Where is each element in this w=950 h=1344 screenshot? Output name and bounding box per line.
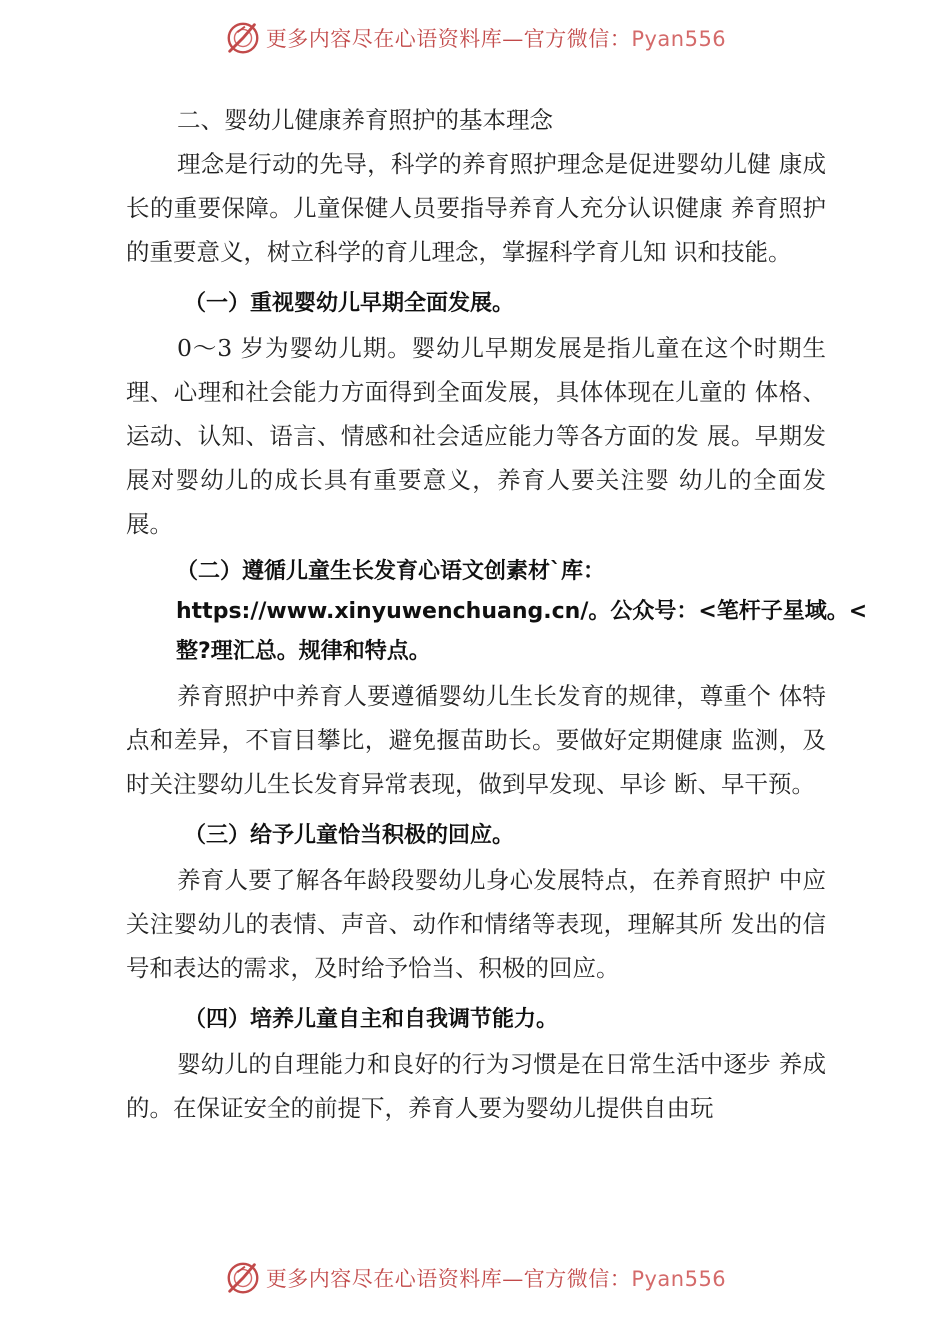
paragraph-2: 养育照护中养育人要遵循婴幼儿生长发育的规律，尊重个 体特点和差异，不盲目攀比，避免揠苗助长。要做好定期健康 监测，及时关注婴幼儿生长发育异常表现，做到早发现、早诊 断、早干预。 — [126, 682, 826, 798]
heading-1: （一）重视婴幼儿早期全面发展。 — [184, 291, 515, 316]
paragraph-4: 婴幼儿的自理能力和良好的行为习惯是在日常生活中逐步 养成的。在保证安全的前提下，养育人要为婴幼儿提供自由玩 — [126, 1050, 826, 1122]
header-brand: Pyan556 — [631, 27, 727, 51]
paragraph-3: 养育人要了解各年龄段婴幼儿身心发展特点，在养育照护 中应关注婴幼儿的表情、声音、动作和情绪等表现，理解其所 发出的信号和表达的需求，及时给予恰当、积极的回应。 — [126, 866, 826, 982]
header-banner-label: 更多内容尽在心语资料库—官方微信： — [265, 27, 632, 51]
footer-banner-label: 更多内容尽在心语资料库—官方微信： — [265, 1267, 632, 1291]
intro-paragraph: 理念是行动的先导，科学的养育照护理念是促进婴幼儿健 康成长的重要保障。儿童保健人员要指导养育人充分认识健康 养育照护的重要意义，树立科学的育儿理念，掌握科学育儿知 识和技能。 — [126, 150, 826, 266]
footer-banner-text — [266, 1263, 726, 1293]
library-logo-icon — [224, 1259, 262, 1297]
header-banner-text — [266, 23, 726, 53]
heading-2: （二）遵循儿童生长发育心语文创素材`库：https://www.xinyuwenchuang.cn/。公众号：<笔杆子星域。<整?理汇总。规律和特点。 — [176, 559, 868, 664]
heading-4: （四）培养儿童自主和自我调节能力。 — [184, 1007, 559, 1032]
library-logo-icon — [224, 19, 262, 57]
document-body — [126, 98, 868, 1130]
section-title: 二、婴幼儿健康养育照护的基本理念 — [177, 106, 553, 134]
header-banner — [0, 16, 950, 60]
footer-brand: Pyan556 — [631, 1267, 727, 1291]
footer-banner — [0, 1256, 950, 1300]
paragraph-1: 0～3 岁为婴幼儿期。婴幼儿早期发展是指儿童在这个时期生理、心理和社会能力方面得到全面发展，具体体现在儿童的 体格、运动、认知、语言、情感和社会适应能力等各方面的发 展。早期发展对婴幼儿的成长具有重要意义，养育人要关注婴 幼儿的全面发展。 — [126, 334, 826, 538]
heading-3: （三）给予儿童恰当积极的回应。 — [184, 823, 515, 848]
